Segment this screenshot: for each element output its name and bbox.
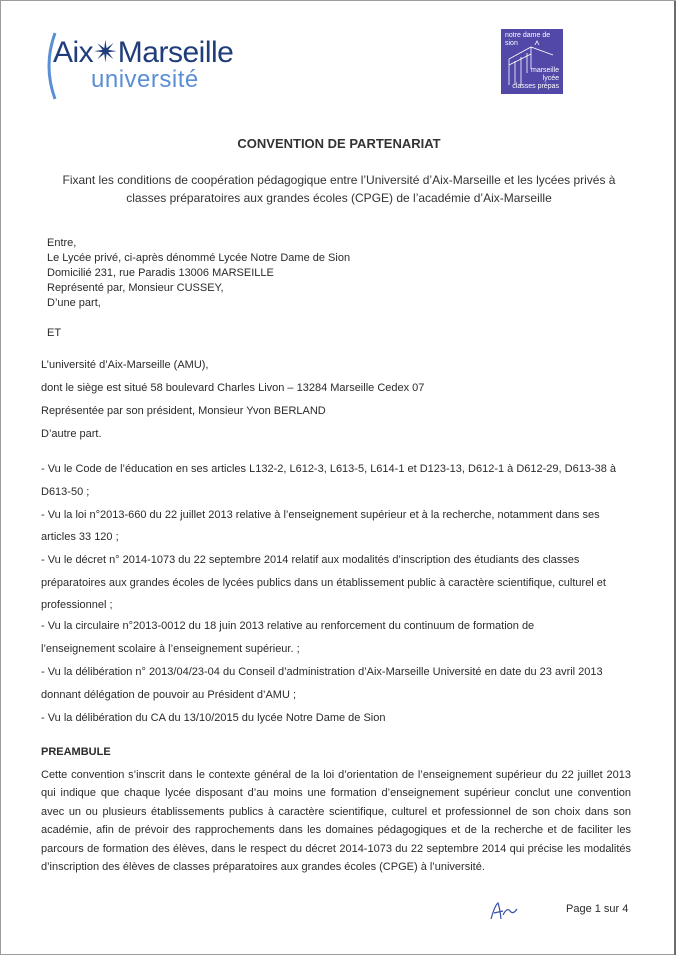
- consideration-line: l’enseignement scolaire à l’enseignement supérieur. ;: [41, 643, 300, 655]
- party1-line: Domicilié 231, rue Paradis 13006 MARSEILLE: [47, 267, 274, 279]
- initials-signature: [489, 901, 519, 928]
- page-number: Page 1 sur 4: [566, 903, 629, 915]
- consideration-line: articles 33 120 ;: [41, 531, 119, 543]
- consideration-line: - Vu la circulaire n°2013-0012 du 18 juin 2013 relative au renforcement du continuum de formation de: [41, 620, 535, 632]
- consideration-line: - Vu le Code de l’éducation en ses articles L132-2, L612-3, L613-5, L614-1 et D123-13, D612-1 à D612-29, D613-38 à: [41, 463, 617, 475]
- signature-icon: [489, 901, 519, 923]
- party1-line: Représenté par, Monsieur CUSSEY,: [47, 282, 224, 294]
- party2-line: dont le siège est situé 58 boulevard Charles Livon – 13284 Marseille Cedex 07: [41, 382, 425, 394]
- consideration-line: donnant délégation de pouvoir au Président d’AMU ;: [41, 689, 297, 701]
- sion-logo: [501, 29, 563, 94]
- consideration-line: préparatoires aux grandes écoles de lycées publics dans un établissement public à caractère scientifique, culturel et: [41, 577, 606, 589]
- page-title: CONVENTION DE PARTENARIAT: [237, 136, 441, 151]
- party1-line: Entre,: [47, 237, 77, 249]
- consideration-line: professionnel ;: [41, 599, 113, 611]
- sion-logo-bottom-text: marseille lycée classes prépas: [512, 67, 559, 90]
- et-separator: ET: [47, 327, 62, 339]
- amu-logo: [41, 31, 234, 101]
- party1-line: Le Lycée privé, ci-après dénommé Lycée Notre Dame de Sion: [47, 252, 351, 264]
- consideration-line: D613-50 ;: [41, 486, 90, 498]
- consideration-line: - Vu le décret n° 2014-1073 du 22 septembre 2014 relatif aux modalités d’inscription des étudiants des classes: [41, 554, 580, 566]
- preamble-heading: PREAMBULE: [41, 746, 111, 758]
- page-subtitle: Fixant les conditions de coopération pédagogique entre l’Université d’Aix-Marseille et les lycées privés à classes préparatoires aux grandes écoles (CPGE) de l’académie d’Aix-Marseille: [62, 173, 616, 205]
- amu-logo-subname: université: [91, 66, 199, 93]
- amu-logo-name: Aix✴Marseille: [53, 36, 234, 69]
- consideration-line: - Vu la loi n°2013-660 du 22 juillet 2013 relative à l’enseignement supérieur et à la recherche, notamment dans ses: [41, 509, 600, 521]
- party2-line: Représentée par son président, Monsieur Yvon BERLAND: [41, 405, 326, 417]
- party2-line: D’autre part.: [41, 428, 102, 440]
- preamble-text: Cette convention s’inscrit dans le contexte général de la loi d’orientation de l’enseignement supérieur du 22 juillet 2013 qui indique que chaque lycée disposant d’au moins une formation d’enseignement supérieur conclut une convention avec un ou plusieurs établissements publics à caractère scientifique, culturel et professionnel de son choix dans son académie, afin de prévoir des rapprochements dans les domaines pédagogiques et de la recherche et de faciliter les parcours de formation des élèves, dans le respect du décret 2014-1073 du 22 septembre 2014 qui précise les modalités d’inscription des élèves de classes préparatoires aux grandes écoles (CPGE) à l’université.: [41, 769, 631, 874]
- sion-logo-top-text: notre dame de sion: [505, 32, 551, 47]
- party2-line: L’université d’Aix-Marseille (AMU),: [41, 359, 209, 371]
- party1-line: D’une part,: [47, 297, 101, 309]
- consideration-line: - Vu la délibération du CA du 13/10/2015 du lycée Notre Dame de Sion: [41, 712, 386, 724]
- consideration-line: - Vu la délibération n° 2013/04/23-04 du Conseil d’administration d’Aix-Marseille Université en date du 23 avril 2013: [41, 666, 603, 678]
